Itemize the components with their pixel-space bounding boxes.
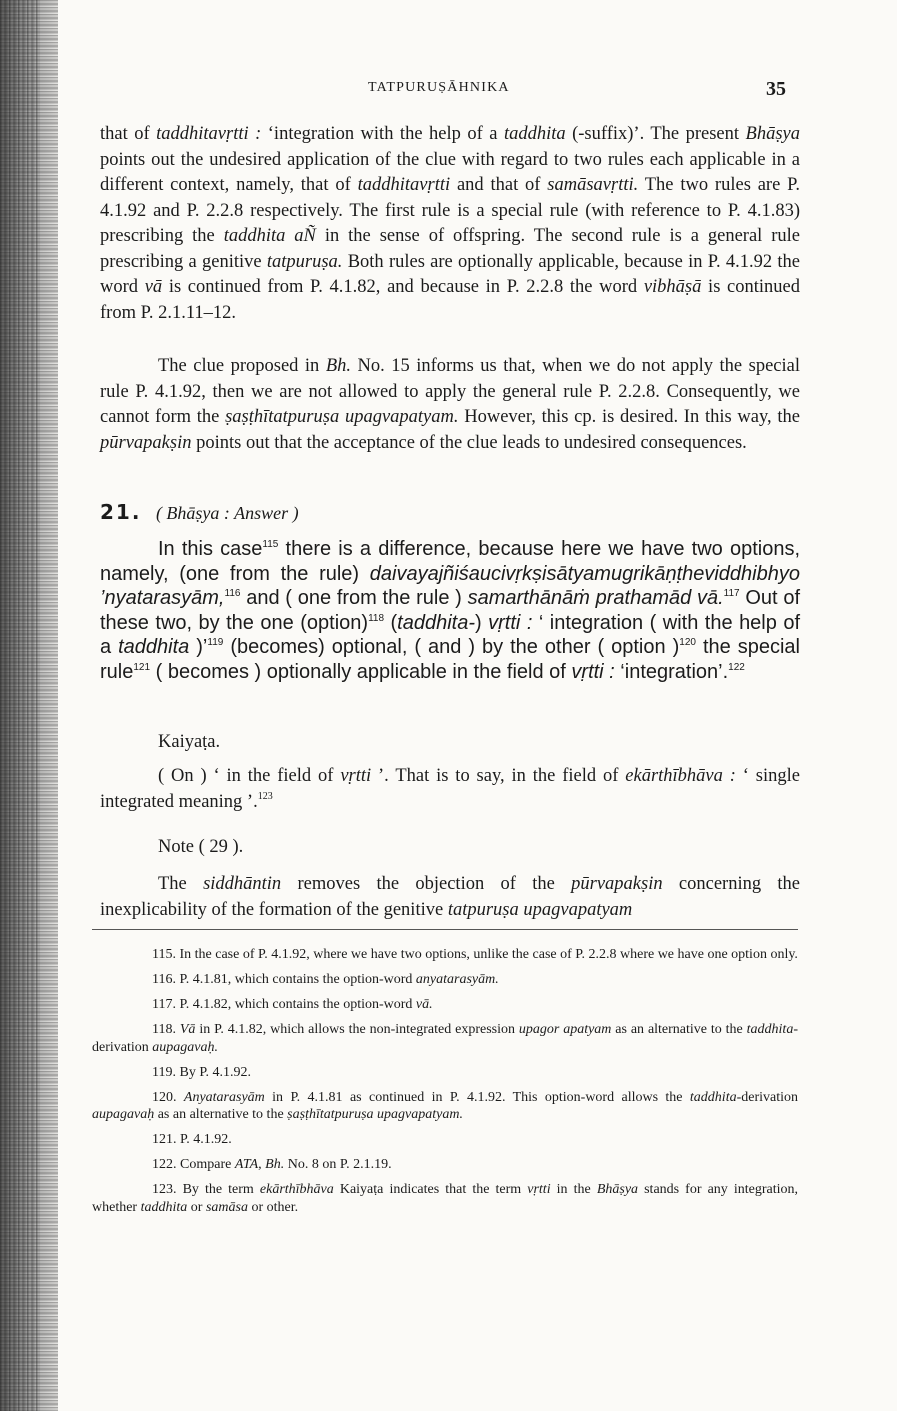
section-heading xyxy=(100,500,299,524)
italic-term: aupagavaḥ. xyxy=(152,1039,218,1055)
footnote-marker: 123 xyxy=(257,790,273,802)
text-run: concerning the inexplicability of the formation of the genitive xyxy=(100,874,800,920)
text-run: In this case xyxy=(158,538,263,560)
italic-term: taddhita xyxy=(140,1199,188,1215)
italic-term: vṛtti : xyxy=(571,660,615,683)
text-run: The two rules are P. 4.1.92 and P. 2.2.8 respectively. The first rule is a special rule (with reference to P. 4.1.83) prescribing the xyxy=(100,175,800,246)
footnote xyxy=(92,1156,798,1174)
footnote xyxy=(92,1064,798,1082)
italic-term: ATA, Bh. xyxy=(234,1157,285,1172)
footnote-number: 123. xyxy=(152,1182,183,1197)
text-run: -derivation xyxy=(736,1089,799,1105)
text-run: -derivation xyxy=(92,1022,798,1055)
footnote-marker: 116 xyxy=(224,588,241,599)
footnote-rule xyxy=(92,929,798,930)
italic-term: Bh. xyxy=(325,356,351,376)
book-spine-texture xyxy=(0,0,40,1411)
text-run: or xyxy=(187,1199,206,1215)
text-run: P. 4.1.82, which contains the option-word xyxy=(179,997,416,1012)
footnote-number: 119. xyxy=(152,1064,180,1080)
paragraph-note xyxy=(100,872,800,923)
text-run: and that of xyxy=(450,175,548,195)
italic-term: samāsavṛtti. xyxy=(547,175,639,195)
italic-term: taddhita aÑ xyxy=(223,226,316,246)
italic-term: ṣaṣṭhītatpuruṣa upagvapatyam. xyxy=(287,1107,463,1122)
text-run: in P. 4.1.82, which allows the non-integrated expression xyxy=(195,1022,519,1037)
footnote-number: 116. xyxy=(152,972,180,987)
italic-term: taddhita xyxy=(689,1089,737,1105)
footnote-marker: 115 xyxy=(262,539,279,550)
kaiyata-heading: Kaiyaṭa. xyxy=(158,732,221,752)
italic-term: upagor apatyam xyxy=(518,1022,612,1037)
footnote-marker: 122 xyxy=(728,661,745,673)
italic-term: Vā xyxy=(179,1022,196,1037)
footnote-number: 121. xyxy=(152,1132,180,1147)
italic-term: aupagavaḥ xyxy=(92,1107,155,1122)
text-run: is continued from P. 4.1.82, and because in P. 2.2.8 the word xyxy=(162,277,644,297)
text-run: in the sense of offspring. The second rule is a general rule prescribing a genitive xyxy=(100,226,800,272)
footnote-number: 117. xyxy=(152,997,180,1012)
text-run: the special rule xyxy=(100,636,800,683)
running-title: TATPURUṢĀHNIKA xyxy=(368,80,510,95)
text-run: ‘integration with the help of a xyxy=(261,124,504,144)
text-run: (-suffix)’. The present xyxy=(565,124,746,144)
footnote xyxy=(92,1089,798,1124)
text-run: and ( one from the rule ) xyxy=(240,587,468,609)
footnote-marker: 119 xyxy=(207,637,224,648)
text-run: ( On ) ‘ in the field of xyxy=(158,766,341,786)
text-run: removes the objection of the xyxy=(281,874,572,894)
italic-term: taddhitavṛtti : xyxy=(156,124,262,144)
text-run: there is a difference, because here we have two options, namely, (one from the rule) xyxy=(100,538,801,585)
text-run: The clue proposed in xyxy=(158,356,326,376)
text-run: Kaiyaṭa indicates that the term xyxy=(333,1182,528,1197)
footnote xyxy=(92,1131,798,1149)
italic-term: Bhāṣya xyxy=(745,124,800,144)
italic-term: samarthānāṁ prathamād vā. xyxy=(467,587,724,609)
paragraph-clue xyxy=(100,354,800,456)
italic-term: pūrvapakṣin xyxy=(571,874,663,894)
text-run: ‘ single integrated meaning ’. xyxy=(100,766,800,812)
text-run: in P. 4.1.81 as continued in P. 4.1.92. This option-word allows the xyxy=(264,1089,690,1105)
footnote xyxy=(92,1181,798,1216)
text-run: as an alternative to the xyxy=(611,1022,747,1037)
text-run: No. 8 on P. 2.1.19. xyxy=(284,1157,392,1172)
footnote-number: 120. xyxy=(152,1089,184,1105)
text-run: Compare xyxy=(180,1157,235,1172)
italic-term: taddhita xyxy=(503,124,566,144)
text-run: In the case of P. 4.1.92, where we have two options, unlike the case of P. 2.2.8 where we have one option only. xyxy=(179,947,798,962)
text-run: in the xyxy=(550,1182,597,1197)
italic-term: taddhitavṛtti xyxy=(357,175,451,195)
italic-term: ekārthībhāva xyxy=(259,1182,334,1197)
note-heading: Note ( 29 ). xyxy=(158,837,244,857)
text-run: ‘ integration ( with the help of a xyxy=(100,611,801,658)
text-run: points out that the acceptance of the clue leads to undesired consequences. xyxy=(191,432,747,453)
italic-term: taddhita- xyxy=(397,611,475,634)
italic-term: tatpuruṣa upagvapatyam xyxy=(447,899,633,920)
text-run: that of xyxy=(100,124,157,144)
text-run: as an alternative to the xyxy=(154,1107,288,1122)
text-run: Both rules are optionally applicable, because in P. 4.1.92 the word xyxy=(100,251,800,297)
italic-term: daivayajñiśaucivṛkṣisātyamugrikāṇṭheviddhibhyo ’nyatarasyām, xyxy=(100,562,800,609)
text-run: )’ xyxy=(189,636,208,658)
text-run: ( xyxy=(384,611,398,634)
footnote-marker: 117 xyxy=(723,588,740,599)
italic-term: Anyatarasyām xyxy=(183,1089,265,1105)
italic-term: Bhāṣya xyxy=(596,1182,639,1197)
text-run: ( becomes ) optionally applicable in the field of xyxy=(150,660,572,683)
footnotes xyxy=(92,946,798,1224)
page-number: 35 xyxy=(766,78,786,100)
italic-term: tatpuruṣa. xyxy=(266,251,343,272)
footnote-number: 115. xyxy=(152,947,180,962)
italic-term: vā. xyxy=(415,997,433,1012)
italic-term: pūrvapakṣin xyxy=(100,432,192,453)
text-run: By P. 4.1.92. xyxy=(179,1064,252,1080)
text-run: ‘integration’. xyxy=(614,660,729,683)
footnote-number: 122. xyxy=(152,1157,180,1172)
text-run: is continued from P. 2.1.11–12. xyxy=(100,277,800,323)
text-run: or other. xyxy=(247,1199,299,1215)
paragraph-kaiyata xyxy=(100,764,800,815)
section-label: ( Bhāṣya : Answer ) xyxy=(155,503,299,523)
italic-term: vṛtti xyxy=(340,766,372,786)
italic-term: vṛtti xyxy=(527,1182,551,1197)
footnote-marker: 120 xyxy=(679,637,696,648)
italic-term: taddhita xyxy=(746,1022,794,1037)
footnote xyxy=(92,971,798,989)
footnote xyxy=(92,1021,798,1056)
text-run: points out the undesired application of the clue with regard to two rules each applicable in a different context, namely, that of xyxy=(100,149,800,195)
italic-term: siddhāntin xyxy=(203,874,282,894)
text-run: However, this cp. is desired. In this way, the xyxy=(458,407,801,427)
text-run: ) xyxy=(475,611,489,634)
text-run: Out of these two, by the one (option) xyxy=(100,587,801,634)
footnote xyxy=(92,996,798,1014)
text-run: The xyxy=(158,874,204,894)
italic-term: ṣaṣṭhītatpuruṣa upagvapatyam. xyxy=(225,407,459,427)
text-run: ’. That is to say, in the field of xyxy=(371,766,626,786)
paragraph-taddhitavrtti xyxy=(100,122,800,326)
text-run: P. 4.1.81, which contains the option-word xyxy=(179,972,416,987)
italic-term: ekārthībhāva : xyxy=(625,766,736,786)
paragraph-bhasya-answer xyxy=(100,537,800,684)
italic-term: taddhita xyxy=(118,636,190,658)
italic-term: vṛtti : xyxy=(488,611,533,634)
italic-term: samāsa xyxy=(205,1199,248,1215)
text-run: No. 15 informs us that, when we do not apply the special rule P. 4.1.92, then we are not allowed to apply the general rule P. 2.2.8. Consequently, we cannot form the xyxy=(100,356,800,427)
text-run: P. 4.1.92. xyxy=(180,1132,232,1147)
section-number: 21. xyxy=(100,500,142,524)
footnote-marker: 121 xyxy=(133,661,151,673)
italic-term: anyatarasyām. xyxy=(415,972,499,987)
text-run: (becomes) optional, ( and ) by the other ( option ) xyxy=(223,636,680,658)
footnote xyxy=(92,946,798,964)
italic-term: vā xyxy=(144,277,163,297)
italic-term: vibhāṣā xyxy=(643,277,702,297)
text-run: By the term xyxy=(182,1182,260,1197)
text-run: stands for any integration, whether xyxy=(92,1182,799,1215)
footnote-marker: 118 xyxy=(368,612,385,624)
footnote-number: 118. xyxy=(152,1022,180,1037)
